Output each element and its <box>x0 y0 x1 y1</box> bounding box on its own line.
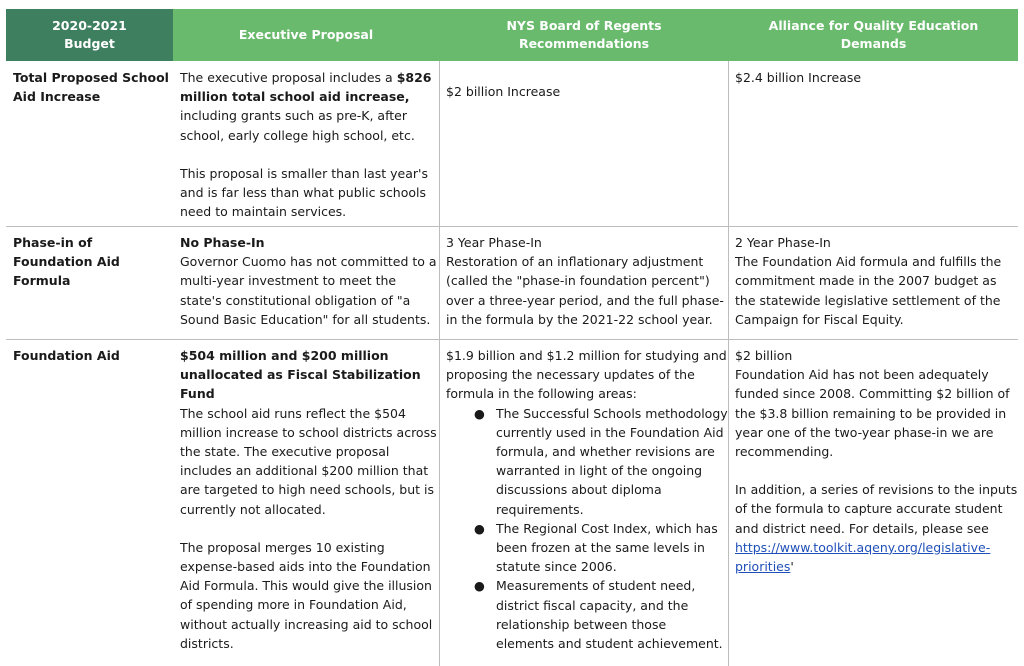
aqe-title: $2 billion <box>735 348 793 363</box>
regents-cell <box>439 339 729 666</box>
list-item <box>446 519 728 577</box>
header-aqe-label: Alliance for Quality Education Demands <box>768 18 979 51</box>
text-span: ' <box>790 559 794 575</box>
bullet-icon: ● <box>474 520 485 536</box>
bold-amount: $826 million total school aid increase, <box>180 70 432 105</box>
row-label-text: Phase-in of Foundation Aid Formula <box>13 235 120 289</box>
list-item <box>446 404 728 519</box>
legislative-priorities-link[interactable]: https://www.toolkit.aqeny.org/legislative-priorities <box>735 539 991 575</box>
executive-paragraph: The school aid runs reflect the $504 million increase to school districts across the state. The executive proposal includes an additional $200 million that are targeted to high need schools, but is currently not allocated. <box>180 405 437 517</box>
aqe-cell <box>729 61 1018 226</box>
table-header-row <box>0 9 1024 61</box>
header-budget <box>6 9 173 61</box>
row-label <box>6 339 173 666</box>
regents-text: Restoration of an inflationary adjustment (called the "phase-in foundation percent") over a three-year period, and the full phase-in the formula by the 2021-22 school year. <box>446 254 724 327</box>
executive-paragraph <box>180 68 439 145</box>
header-executive-label: Executive Proposal <box>238 27 374 42</box>
aqe-title: 2 Year Phase-In <box>735 235 831 250</box>
executive-cell <box>173 339 439 666</box>
header-regents-label: NYS Board of Regents Recommendations <box>506 18 662 51</box>
regents-title: 3 Year Phase-In <box>446 235 542 250</box>
aqe-text: The Foundation Aid formula and fulfills the commitment made in the 2007 budget as the statewide legislative settlement of the Campaign for Fiscal Equity. <box>735 254 1002 327</box>
aqe-cell <box>729 226 1018 339</box>
text-span: including grants such as pre-K, after school, early college high school, etc. <box>180 108 415 143</box>
executive-title: $504 million and $200 million unallocated as Fiscal Stabilization Fund <box>180 348 421 402</box>
executive-cell <box>173 226 439 339</box>
list-item <box>446 576 728 653</box>
bullet-icon: ● <box>474 405 485 421</box>
aqe-paragraph <box>735 480 1018 576</box>
table-row <box>6 226 1018 340</box>
table-row <box>6 61 1018 227</box>
text-span: The executive proposal includes a <box>180 70 397 85</box>
list-item-text: The Regional Cost Index, which has been frozen at the same levels in statute since 2006. <box>496 520 718 575</box>
row-label <box>6 61 173 226</box>
header-aqe-demands <box>729 9 1018 61</box>
bullet-icon: ● <box>474 578 485 594</box>
regents-text: $2 billion Increase <box>446 84 561 99</box>
executive-title: No Phase-In <box>180 235 265 250</box>
header-executive-proposal <box>173 9 439 61</box>
aqe-paragraph: Foundation Aid has not been adequately funded since 2008. Committing $2 billion of the $3.8 billion remaining to be provided in year one of the two-year phase-in we are recommending. <box>735 367 1010 460</box>
executive-paragraph: The proposal merges 10 existing expense-based aids into the Foundation Aid Formula. This would give the illusion of spending more in Foundation Aid, without actually increasing aid to school districts. <box>180 539 433 651</box>
executive-text: Governor Cuomo has not committed to a multi-year investment to meet the state's constitutional obligation of "a Sound Basic Education" for all students. <box>180 254 437 327</box>
list-item-text: The Successful Schools methodology currently used in the Foundation Aid formula, and whether revisions are warranted in light of the ongoing discussions about diploma requirements. <box>496 405 728 517</box>
row-label-text: Foundation Aid <box>13 348 120 363</box>
list-item-text: Measurements of student need, district fiscal capacity, and the relationship between those elements and student achievement. <box>496 578 723 652</box>
regents-intro: $1.9 billion and $1.2 million for studying and proposing the necessary updates of the formula in the following areas: <box>446 348 727 402</box>
text-span: In addition, a series of revisions to the inputs of the formula to capture accurate student and district need. For details, please see <box>735 482 1018 536</box>
row-label <box>6 226 173 339</box>
regents-cell <box>439 226 729 339</box>
header-regents-recommendations <box>439 9 729 61</box>
table-row <box>6 339 1018 666</box>
row-label-text: Total Proposed School Aid Increase <box>13 70 169 105</box>
aqe-cell <box>729 339 1018 666</box>
header-budget-label: 2020-2021 Budget <box>52 18 127 51</box>
aqe-text: $2.4 billion Increase <box>735 70 862 85</box>
executive-paragraph: This proposal is smaller than last year's and is far less than what public schools need to maintain services. <box>180 165 428 220</box>
regents-bullet-list <box>446 404 728 654</box>
executive-cell <box>173 61 439 226</box>
regents-cell <box>439 61 729 226</box>
